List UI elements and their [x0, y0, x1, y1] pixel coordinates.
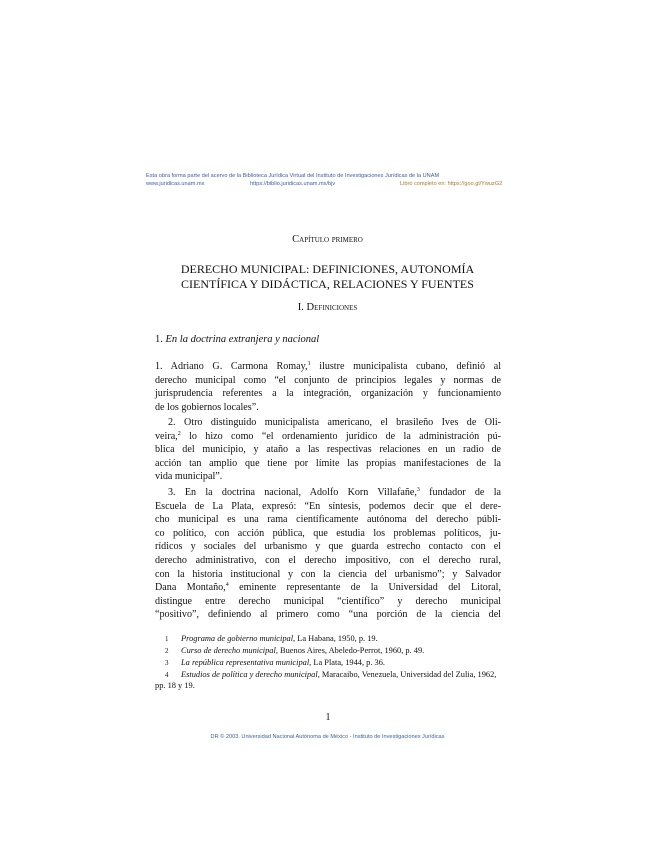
footnote-rest: , La Plata, 1944, p. 36. [309, 658, 386, 667]
footnote-number: 1 [165, 635, 169, 643]
footnote-ref[interactable]: 2 [177, 430, 181, 437]
text-line: derecho municipal como “el conjunto de principios legales y normas de [155, 374, 501, 386]
section-heading: I. Definiciones [297, 302, 358, 313]
text-run: lo hizo como “el ordenamiento jurídico de la administración pú- [180, 430, 501, 442]
footnote-ref[interactable]: 1 [307, 361, 311, 367]
text-run: veira, [155, 430, 178, 442]
page-number: 1 [325, 712, 331, 723]
subsection-number: 1. [155, 334, 163, 345]
text-line: co político, con acción pública, que estudia los problemas políticos, ju- [155, 527, 501, 539]
footnote [155, 658, 501, 669]
footnote-title: La república representativa municipal [181, 658, 310, 667]
footnote-rest: , Maracaibo, Venezuela, Universidad del Zulia, 1962, pp. 18 y 19. [155, 670, 497, 690]
text-line: Escuela de La Plata, expresó: “En síntesis, podemos decir que el dere- [155, 500, 501, 512]
footnote [155, 634, 501, 645]
footnote-title: Estudios de política y derecho municipal [181, 670, 318, 679]
chapter-title-line: DERECHO MUNICIPAL: DEFINICIONES, AUTONOMÍA [180, 262, 475, 276]
footnote-rest: , Buenos Aires, Abeledo-Perrot, 1960, p. 49. [275, 646, 425, 655]
footnote-ref[interactable]: 4 [225, 582, 229, 589]
paragraph-1 [155, 360, 501, 414]
text-line: “positivo”, definiendo al primero como “una porción de la ciencia del [155, 609, 501, 621]
text-run: eminente representante de la Universidad del Litoral, [228, 582, 501, 594]
text-line: jurisprudencia referentes a la integración, organización y funcionamiento [155, 388, 501, 400]
text-line: derecho administrativo, con el derecho impositivo, con el derecho rural, [155, 554, 501, 566]
footnote-number: 4 [165, 671, 169, 679]
footnote-title: Programa de gobierno municipal [181, 634, 294, 643]
text-line [155, 430, 501, 444]
footnote-title: Curso de derecho municipal [181, 646, 276, 655]
text-line: 2. Otro distinguido municipalista americano, el brasileño Ives de Oli- [168, 417, 501, 428]
chapter-title-line: CIENTÍFICA Y DIDÁCTICA, RELACIONES Y FUENTES [181, 277, 474, 291]
text-run: Dana Montaño, [155, 582, 226, 594]
chapter-title [150, 262, 505, 292]
text-line: blica del municipio, y ataño a las respectivas relaciones en un radio de [155, 444, 501, 456]
site-link[interactable]: www.juridicas.unam.mx [146, 181, 205, 187]
text-run: 3. En la doctrina nacional, Adolfo Korn Villafañe, [168, 487, 417, 498]
footnote-rest: , La Habana, 1950, p. 19. [293, 634, 378, 643]
text-line: de los gobiernos locales”. [155, 401, 259, 413]
header-notice: Esta obra forma parte del acervo de la Biblioteca Jurídica Virtual del Instituto de Investigaciones Jurídicas de la UNAM [146, 173, 440, 179]
footnote [155, 670, 501, 691]
subsection-text: En la doctrina extranjera y nacional [165, 334, 320, 345]
header-links [146, 180, 526, 188]
paragraph-2 [155, 416, 501, 484]
text-line: vida municipal”. [155, 471, 223, 483]
footnote [155, 646, 501, 657]
paragraph-3 [155, 486, 501, 622]
chapter-heading: Capítulo primero [292, 234, 363, 245]
biblio-link[interactable]: https://biblio.juridicas.unam.mx/bjv [250, 181, 336, 187]
text-run: 1. Adriano G. Carmona Romay, [155, 361, 308, 372]
footnote-ref[interactable]: 3 [416, 487, 420, 493]
copyright-footer: DR © 2003. Universidad Nacional Autónoma de México - Instituto de Investigaciones Jurídicas [210, 734, 445, 740]
subsection-heading [155, 334, 319, 345]
text-line: cho municipal es una rama científicamente autónoma del derecho públi- [155, 514, 501, 526]
text-line [155, 486, 501, 500]
text-run: fundador de la [419, 487, 501, 498]
text-run: ilustre municipalista cubano, definió al [310, 361, 501, 372]
text-line: acción tan amplio que tiene por límite las propias manifestaciones de la [155, 457, 501, 469]
text-line: distingue entre derecho municipal “científico” y derecho municipal [155, 595, 501, 607]
footnote-number: 3 [165, 659, 169, 667]
text-line: rídicos y sociales del urbanismo y que guarda estrecho contacto con el [155, 541, 501, 553]
text-line [155, 360, 501, 374]
text-line [155, 581, 501, 595]
full-book-link[interactable]: Libro completo en: https://goo.gl/YwuzG2 [400, 181, 503, 187]
text-line: con la historia institucional y con la ciencia del urbanismo”; y Salvador [155, 568, 501, 580]
footnote-number: 2 [165, 647, 169, 655]
